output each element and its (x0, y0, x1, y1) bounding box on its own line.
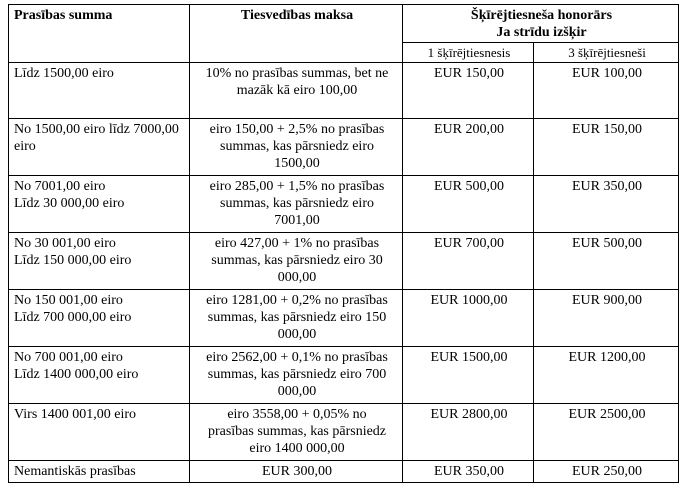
table-row (9, 347, 679, 404)
claim-amount-text: Nemantiskās prasības (14, 464, 136, 479)
fee-three-arbitrators: EUR 1200,00 (534, 347, 679, 404)
header-row (9, 5, 679, 43)
table-row (9, 63, 679, 119)
fee-one-arbitrator: EUR 1500,00 (403, 347, 534, 404)
litigation-fee-cell (190, 404, 403, 461)
claim-amount-cell (9, 404, 190, 461)
litigation-fee-text: eiro 427,00 + 1% no prasības summas, kas pārsniedz eiro 30 000,00 (211, 236, 383, 285)
fee-one-arbitrator: EUR 350,00 (403, 461, 534, 483)
claim-amount-text: No 30 001,00 eiro (14, 236, 116, 251)
fee-three-arbitrators: EUR 500,00 (534, 233, 679, 290)
table-row (9, 404, 679, 461)
fee-one-arbitrator: EUR 1000,00 (403, 290, 534, 347)
litigation-fee-text: eiro 1281,00 + 0,2% no prasības summas, kas pārsniedz eiro 150 000,00 (206, 293, 388, 342)
fee-three-arbitrators: EUR 150,00 (534, 119, 679, 176)
header-three-arbitrators: 3 šķīrējtiesneši (534, 43, 679, 63)
fee-three-arbitrators: EUR 350,00 (534, 176, 679, 233)
claim-amount-text: Līdz 150 000,00 eiro (14, 253, 132, 268)
fee-three-arbitrators: EUR 2500,00 (534, 404, 679, 461)
table-row (9, 461, 679, 483)
header-one-arbitrator: 1 šķīrējtiesnesis (403, 43, 534, 63)
header-arbitrator-fee-title: Šķīrējtiesneša honorārs (470, 8, 613, 23)
litigation-fee-cell (190, 233, 403, 290)
litigation-fee-text: eiro 285,00 + 1,5% no prasības summas, kas pārsniedz eiro 7001,00 (209, 179, 385, 228)
claim-amount-text: Virs 1400 001,00 eiro (14, 407, 137, 422)
claim-amount-text: Līdz 1400 000,00 eiro (14, 367, 139, 382)
claim-amount-cell (9, 290, 190, 347)
fee-one-arbitrator: EUR 500,00 (403, 176, 534, 233)
litigation-fee-text: eiro 3558,00 + 0,05% no prasības summas, kas pārsniedz eiro 1400 000,00 (207, 407, 387, 456)
claim-amount-cell (9, 176, 190, 233)
claim-amount-cell (9, 63, 190, 119)
claim-amount-text: Līdz 700 000,00 eiro (14, 310, 132, 325)
fee-three-arbitrators: EUR 900,00 (534, 290, 679, 347)
table-row (9, 233, 679, 290)
table-row (9, 176, 679, 233)
litigation-fee-text: 10% no prasības summas, bet ne mazāk kā eiro 100,00 (205, 66, 389, 98)
litigation-fee-cell (190, 63, 403, 119)
header-litigation-fee: Tiesvedības maksa (190, 5, 403, 63)
litigation-fee-text: eiro 2562,00 + 0,1% no prasības summas, kas pārsniedz eiro 700 000,00 (206, 350, 388, 399)
claim-amount-cell (9, 233, 190, 290)
litigation-fee-cell (190, 119, 403, 176)
claim-amount-text: No 7001,00 eiro (14, 179, 106, 194)
fee-one-arbitrator: EUR 700,00 (403, 233, 534, 290)
claim-amount-text: Līdz 1500,00 eiro (14, 66, 114, 81)
litigation-fee-cell (190, 290, 403, 347)
claim-amount-cell (9, 347, 190, 404)
header-claim-amount: Prasības summa (9, 5, 190, 63)
header-arbitrator-fee (403, 5, 679, 43)
fee-one-arbitrator: EUR 200,00 (403, 119, 534, 176)
claim-amount-text: No 150 001,00 eiro (14, 293, 123, 308)
claim-amount-text: No 1500,00 eiro līdz 7000,00 eiro (14, 122, 179, 154)
fee-table (8, 4, 679, 483)
claim-amount-cell (9, 119, 190, 176)
claim-amount-text: Līdz 30 000,00 eiro (14, 196, 125, 211)
litigation-fee-text: EUR 300,00 (262, 464, 332, 479)
litigation-fee-cell (190, 461, 403, 483)
claim-amount-cell (9, 461, 190, 483)
header-arbitrator-fee-subtitle: Ja strīdu izšķir (496, 25, 587, 40)
fee-one-arbitrator: EUR 150,00 (403, 63, 534, 119)
fee-three-arbitrators: EUR 250,00 (534, 461, 679, 483)
fee-three-arbitrators: EUR 100,00 (534, 63, 679, 119)
litigation-fee-cell (190, 176, 403, 233)
table-row (9, 119, 679, 176)
litigation-fee-text: eiro 150,00 + 2,5% no prasības summas, kas pārsniedz eiro 1500,00 (209, 122, 385, 171)
litigation-fee-cell (190, 347, 403, 404)
fee-table-wrapper (8, 4, 679, 483)
fee-one-arbitrator: EUR 2800,00 (403, 404, 534, 461)
table-row (9, 290, 679, 347)
claim-amount-text: No 700 001,00 eiro (14, 350, 123, 365)
